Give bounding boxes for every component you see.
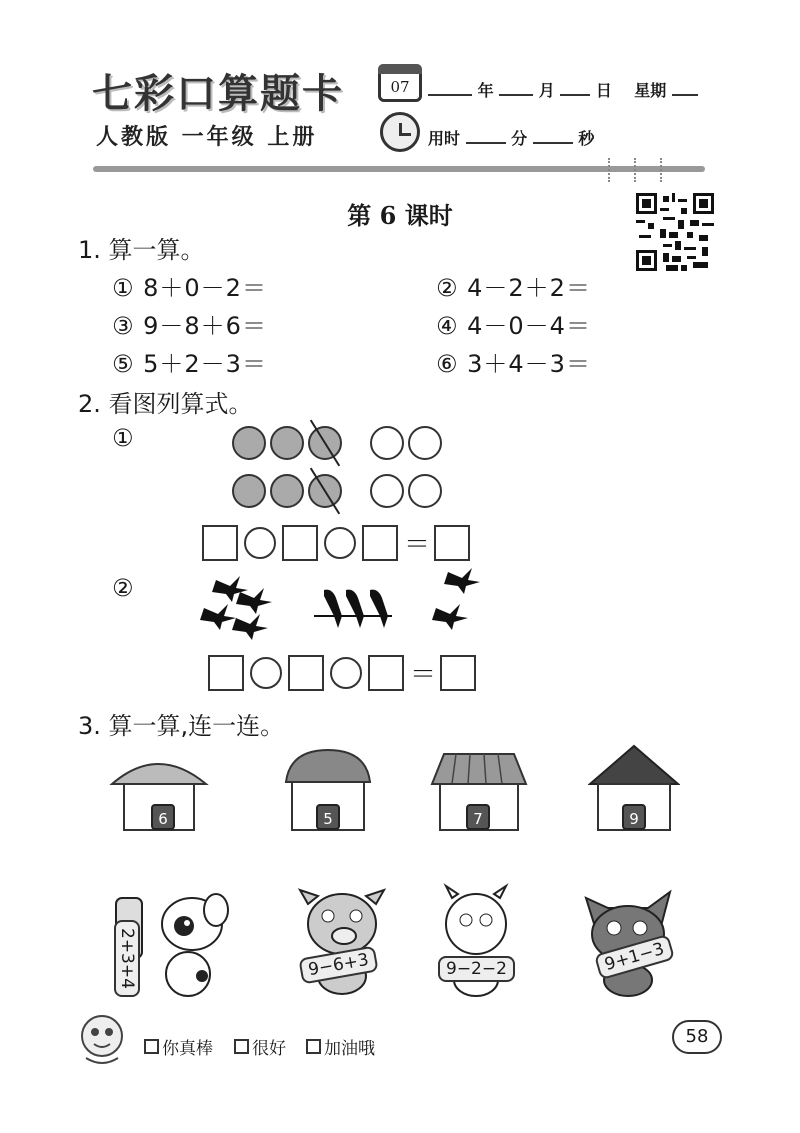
equals-sign: ＝ (410, 660, 437, 690)
gray-circle (232, 426, 266, 460)
swallows-illustration (196, 568, 496, 646)
date-day-label: 日 (595, 81, 612, 100)
answer-box[interactable] (434, 525, 470, 561)
answer-box[interactable] (208, 655, 244, 691)
equals-sign: ＝ (404, 530, 431, 560)
time-minute-label: 分 (511, 129, 528, 148)
edition-label: 人教版 一年级 上册 (96, 125, 318, 150)
white-circle (370, 474, 404, 508)
answer-box[interactable] (368, 655, 404, 691)
equation-row-2 (208, 654, 476, 691)
house-number: 5 (316, 804, 340, 830)
divider-pin (660, 158, 666, 182)
mascot-icon (72, 1010, 132, 1068)
white-circle (408, 474, 442, 508)
white-circle (408, 426, 442, 460)
math-key[interactable]: 9−2−2 (438, 956, 515, 982)
clock-icon (380, 112, 420, 152)
date-year-label: 年 (477, 81, 494, 100)
page-number: 58 (672, 1020, 722, 1054)
date-line (428, 78, 698, 101)
gray-circle (270, 474, 304, 508)
operator-circle[interactable] (244, 527, 276, 559)
gray-circle (232, 474, 266, 508)
q1-item: ② 4－2＋2＝ (436, 274, 591, 302)
date-weekday-label: 星期 (634, 81, 667, 100)
time-used-label: 用时 (428, 129, 461, 148)
time-second-label: 秒 (578, 129, 595, 148)
rating-option-great[interactable] (144, 1034, 213, 1059)
q1-item: ③ 9－8＋6＝ (112, 312, 267, 340)
math-key[interactable]: 9+1−3 (594, 934, 675, 980)
answer-box[interactable] (362, 525, 398, 561)
rating-label: 很好 (252, 1039, 286, 1059)
equation-row-1 (202, 524, 470, 561)
calendar-day: 07 (390, 78, 410, 96)
operator-circle[interactable] (330, 657, 362, 689)
answer-box[interactable] (282, 525, 318, 561)
house-number: 9 (622, 804, 646, 830)
date-month-label: 月 (538, 81, 555, 100)
rating-option-keep-going[interactable] (306, 1034, 375, 1059)
qr-code-icon (636, 193, 714, 271)
q2-part2-label: ② (112, 574, 135, 602)
brand-title: 七彩口算题卡 (92, 70, 344, 117)
rating-label: 你真棒 (162, 1039, 213, 1059)
q1-item: ⑥ 3＋4－3＝ (436, 350, 591, 378)
q2-part1-label: ① (112, 424, 135, 452)
gray-circle (270, 426, 304, 460)
q1-item: ① 8＋0－2＝ (112, 274, 267, 302)
answer-box[interactable] (440, 655, 476, 691)
calendar-icon (378, 64, 422, 102)
q1-item: ⑤ 5＋2－3＝ (112, 350, 267, 378)
rating-option-good[interactable] (234, 1034, 286, 1059)
q1-title: 1. 算一算。 (78, 236, 205, 264)
checkbox-icon[interactable] (306, 1039, 321, 1054)
operator-circle[interactable] (250, 657, 282, 689)
checkbox-icon[interactable] (234, 1039, 249, 1054)
house-number: 6 (151, 804, 175, 830)
checkbox-icon[interactable] (144, 1039, 159, 1054)
divider-pin (634, 158, 640, 182)
rating-label: 加油哦 (324, 1039, 375, 1059)
q1-item: ④ 4－0－4＝ (436, 312, 591, 340)
white-circle (370, 426, 404, 460)
time-line (428, 126, 594, 149)
answer-box[interactable] (202, 525, 238, 561)
lesson-title: 第 6 课时 (347, 201, 453, 230)
operator-circle[interactable] (324, 527, 356, 559)
answer-box[interactable] (288, 655, 324, 691)
math-key[interactable]: 9−6+3 (298, 946, 378, 985)
divider-pin (608, 158, 614, 182)
house-number: 7 (466, 804, 490, 830)
math-key[interactable]: 2+3+4 (114, 920, 140, 997)
q2-title: 2. 看图列算式。 (78, 390, 253, 418)
q3-title: 3. 算一算,连一连。 (78, 712, 285, 740)
